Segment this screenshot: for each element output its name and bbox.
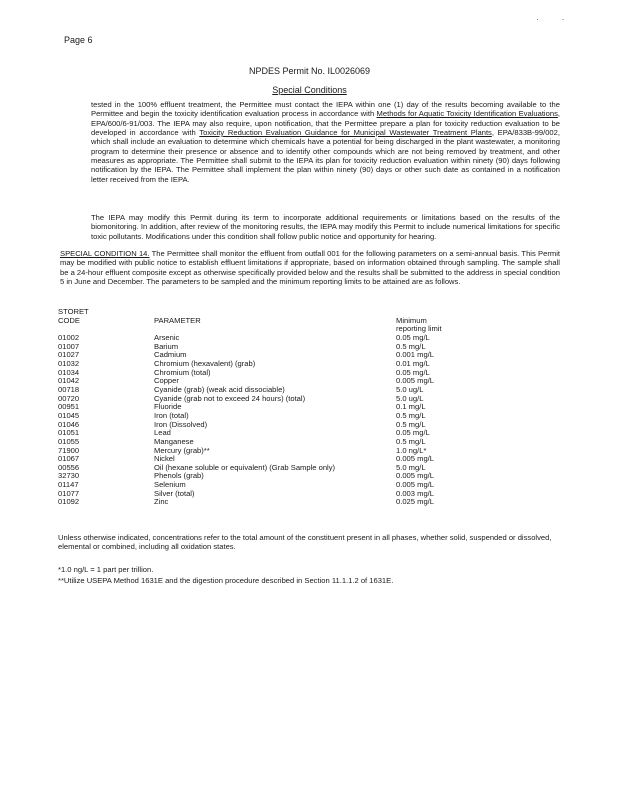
- toxicity-paragraph-text-3: , EPA/833B-99/002, which shall include an evaluation to determine which chemicals have a potential for being discharged in the plant wastewater, a monitoring program to determine their presence or absence and to identify other compounds which are not being removed by treatment, and other measures as appropriate. The Permittee shall submit to the IEPA its plan for toxicity reduction evaluation within ninety (90) days following notification by the IEPA. The Permittee shall implement the plan within ninety (90) days or other such date as contained in a notification letter received from the IEPA.: [91, 128, 560, 184]
- reporting-limit-cell: 1.0 ng/L*: [396, 445, 427, 455]
- parameter-name-cell: Selenium: [154, 480, 186, 490]
- parameter-name-cell: Oil (hexane soluble or equivalent) (Grab Sample only): [154, 462, 336, 472]
- modification-paragraph: The IEPA may modify this Permit during its term to incorporate additional requirements or limitations based on the results of the biomonitoring. In addition, after review of the monitoring results, the IEPA may modify this Permit to include numerical limitations for specific toxic pollutants. Modifications under this condition shall follow public notice and opportunity for hearing.: [91, 213, 560, 241]
- storet-code-cell: 71900: [58, 445, 80, 455]
- table-row: [58, 334, 516, 343]
- reporting-limit-cell: 0.5 mg/L: [396, 436, 426, 446]
- limit-header-line-1: Minimum: [396, 315, 427, 325]
- reporting-limit-cell: 5.0 ug/L: [396, 393, 424, 403]
- footnote-1: *1.0 ng/L = 1 part per trillion.: [58, 565, 154, 574]
- parameter-name-cell: Iron (total): [154, 410, 189, 420]
- table-row: [58, 377, 516, 386]
- parameter-name-cell: Barium: [154, 341, 179, 351]
- permit-number: NPDES Permit No. IL0026069: [248, 66, 371, 76]
- parameter-name-cell: Iron (Dissolved): [154, 419, 208, 429]
- storet-code-cell: 00718: [58, 384, 80, 394]
- reporting-limit-cell: 0.003 mg/L: [396, 488, 434, 498]
- storet-code-cell: 01147: [58, 480, 79, 490]
- code-header-line-1: STORET: [58, 307, 89, 316]
- storet-code-cell: 01077: [58, 488, 80, 498]
- storet-code-cell: 01027: [58, 350, 80, 360]
- table-row: [58, 360, 516, 369]
- reporting-limit-cell: 0.005 mg/L: [396, 480, 434, 490]
- parameter-name-cell: Cyanide (grab) (weak acid dissociable): [154, 384, 285, 394]
- table-header-row-3: [58, 325, 516, 334]
- toxicity-paragraph-text-2: , EPA/600/6-91/003. The IEPA may also require, upon notification, that the Permittee prepare a plan for toxicity reduction evaluation to be developed in accordance with: [91, 109, 560, 138]
- parameter-name-cell: Zinc: [154, 497, 169, 507]
- parameter-name-cell: Chromium (total): [154, 367, 211, 377]
- parameter-name-cell: Manganese: [154, 436, 194, 446]
- table-row: [58, 472, 516, 481]
- reporting-limit-cell: 0.5 mg/L: [396, 419, 426, 429]
- reporting-limit-cell: 0.025 mg/L: [396, 497, 434, 507]
- table-row: [58, 481, 516, 490]
- parameter-table-body: [58, 334, 516, 507]
- concentration-note: Unless otherwise indicated, concentrations refer to the total amount of the constituent present in all phases, whether solid, suspended or dissolved, elemental or combined, including all oxidation states.: [58, 533, 552, 552]
- parameter-name-cell: Copper: [154, 376, 179, 386]
- parameter-name-cell: Silver (total): [154, 488, 195, 498]
- storet-code-cell: 01042: [58, 376, 80, 386]
- table-row: [58, 403, 516, 412]
- parameter-name-cell: Chromium (hexavalent) (grab): [154, 358, 256, 368]
- parameter-name-cell: Mercury (grab)**: [154, 445, 210, 455]
- storet-code-cell: 01002: [58, 332, 80, 342]
- parameter-header: PARAMETER: [154, 315, 201, 325]
- reporting-limit-cell: 0.5 mg/L: [396, 341, 426, 351]
- parameter-table: [58, 308, 516, 507]
- code-header-line-2: CODE: [58, 315, 80, 325]
- table-row: [58, 498, 516, 507]
- table-row: [58, 395, 516, 404]
- table-row: [58, 369, 516, 378]
- reporting-limit-cell: 0.01 mg/L: [396, 358, 430, 368]
- page-number: Page 6: [64, 35, 93, 45]
- footnote-2: **Utilize USEPA Method 1631E and the digestion procedure described in Section 11.1.1.2 of 1631E.: [58, 576, 394, 585]
- reporting-limit-cell: 0.05 mg/L: [396, 332, 430, 342]
- parameter-name-cell: Arsenic: [154, 332, 180, 342]
- storet-code-cell: 01032: [58, 358, 80, 368]
- parameter-name-cell: Nickel: [154, 454, 175, 464]
- table-row: [58, 464, 516, 473]
- reporting-limit-cell: 0.001 mg/L: [396, 350, 434, 360]
- parameter-name-cell: Cyanide (grab not to exceed 24 hours) (total): [154, 393, 306, 403]
- toxicity-paragraph-text-1: tested in the 100% effluent treatment, the Permittee must contact the IEPA within one (1) day of the results becoming available to the Permittee and begin the toxicity identification evaluation process in accordance with: [91, 100, 560, 119]
- table-header-row-2: [58, 317, 516, 326]
- reporting-limit-cell: 5.0 mg/L: [396, 462, 426, 472]
- reporting-limit-cell: 0.005 mg/L: [396, 376, 434, 386]
- table-row: [58, 438, 516, 447]
- reporting-limit-cell: 5.0 ug/L: [396, 384, 424, 394]
- storet-code-cell: 00720: [58, 393, 80, 403]
- reference-method-title: Methods for Aquatic Toxicity Identification Evaluations: [376, 109, 558, 119]
- section-title: Special Conditions: [272, 85, 347, 95]
- reporting-limit-cell: 0.005 mg/L: [396, 454, 434, 464]
- storet-code-cell: 01046: [58, 419, 80, 429]
- table-row: [58, 447, 516, 456]
- table-row: [58, 351, 516, 360]
- table-header-row-1: [58, 308, 516, 317]
- special-condition-paragraph: [60, 249, 560, 286]
- special-condition-label: SPECIAL CONDITION 14.: [60, 249, 150, 258]
- table-row: [58, 429, 516, 438]
- reporting-limit-cell: 0.05 mg/L: [396, 367, 430, 377]
- special-condition-text: The Permittee shall monitor the effluent from outfall 001 for the following parameters on a semi-annual basis. This Permit may be modified with public notice to establish effluent limitations if appropriate, based on information obtained through sampling. The sample shall be a 24-hour effluent composite except as otherwise specifically provided below and the results shall be submitted to the address in special condition 5 in June and December. The parameters to be sampled and the minimum reporting limits to be attained are as follows.: [60, 249, 560, 287]
- storet-code-cell: 01034: [58, 367, 80, 377]
- table-row: [58, 490, 516, 499]
- table-row: [58, 412, 516, 421]
- reference-guidance-title: Toxicity Reduction Evaluation Guidance for Municipal Wastewater Treatment Plants: [199, 128, 492, 138]
- reporting-limit-cell: 0.005 mg/L: [396, 471, 434, 481]
- parameter-name-cell: Cadmium: [154, 350, 187, 360]
- storet-code-cell: 01045: [58, 410, 80, 420]
- reporting-limit-cell: 0.1 mg/L: [396, 402, 426, 412]
- parameter-name-cell: Phenols (grab): [154, 471, 204, 481]
- storet-code-cell: 00556: [58, 462, 80, 472]
- storet-code-cell: 32730: [58, 471, 80, 481]
- reporting-limit-cell: 0.05 mg/L: [396, 428, 430, 438]
- storet-code-cell: 01007: [58, 341, 80, 351]
- parameter-name-cell: Fluoride: [154, 402, 182, 412]
- storet-code-cell: 01055: [58, 436, 80, 446]
- storet-code-cell: 01092: [58, 497, 80, 507]
- toxicity-paragraph: [91, 100, 560, 184]
- storet-code-cell: 00951: [58, 402, 80, 412]
- table-row: [58, 343, 516, 352]
- parameter-name-cell: Lead: [154, 428, 171, 438]
- storet-code-cell: 01051: [58, 428, 80, 438]
- reporting-limit-cell: 0.5 mg/L: [396, 410, 426, 420]
- table-row: [58, 421, 516, 430]
- scan-marks: · ·: [536, 14, 575, 24]
- storet-code-cell: 01067: [58, 454, 80, 464]
- limit-header-line-2: reporting limit: [396, 324, 442, 334]
